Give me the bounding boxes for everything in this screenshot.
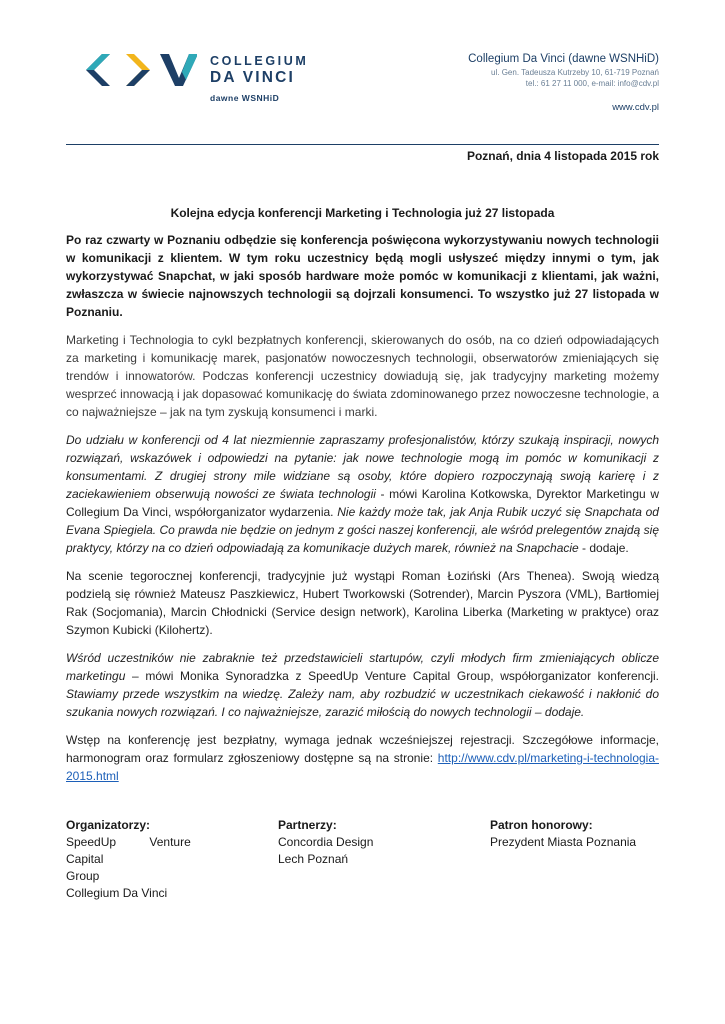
conference-link[interactable]: http://www.cdv.pl/marketing-i-technologia-2015.html xyxy=(66,751,659,783)
lead-paragraph: Po raz czwarty w Poznaniu odbędzie się konferencja poświęcona wykorzystywaniu nowych technologii w komunikacji z klientem. W tym roku uczestnicy będą mogli usłyszeć między innymi o tym, jak wykorzystywać Snapchat, w jaki sposób hardware może pomóc w komunikacji z klientami, jak ważni, zwłaszcza w świecie najnowszych technologii są dojrzali konsumenci. To wszystko już 27 listopada w Poznaniu. xyxy=(66,233,659,319)
page-title: Kolejna edycja konferencji Marketing i Technologia już 27 listopada xyxy=(170,206,555,220)
patron-heading: Patron honorowy: xyxy=(490,818,593,832)
org-address: ul. Gen. Tadeusza Kutrzeby 10, 61-719 Poznań xyxy=(491,68,659,77)
paragraph-1: Marketing i Technologia to cykl bezpłatnych konferencji, skierowanych do osób, na co dzień odpowiadających za marketing i komunikację marek, pasjonatów nowoczesnych technologii, obserwatorów zmieniających się trendów i innowatorów. Podczas konferencji uczestnicy dowiadują się, jak tradycyjny marketing możemy wesprzeć innowacją i jak dopasować komunikację do świata zdominowanego przez nowoczesne technologie, a co najważniejsze – jak na tym zyskują konsumenci i marki. xyxy=(66,333,659,419)
attribution-kotkowska: - mówi Karolina Kotkowska, Dyrektor Marketingu w Collegium Da Vinci, współorganizator wydarzenia. xyxy=(66,487,659,519)
quote-synoradzka: Wśród uczestników nie zabraknie też przedstawicieli startupów, czyli młodych firm zmieniających oblicze marketingu xyxy=(66,651,659,683)
partner-concordia: Concordia Design xyxy=(278,835,374,849)
patron-president: Prezydent Miasta Poznania xyxy=(490,835,637,849)
partners-heading: Partnerzy: xyxy=(278,818,337,832)
registration-text: Wstęp na konferencję jest bezpłatny, wymaga jednak wcześniejszej rejestracji. Szczegółowe informacje, harmonogram oraz formularz zgłoszeniowy dostępne są na stronie: xyxy=(66,733,659,765)
logo-line-dawne: dawne WSNHiD xyxy=(210,93,280,103)
paragraph-3: Na scenie tegorocznej konferencji, tradycyjnie już wystąpi Roman Łoziński (Ars Thenea). Swoją wiedzą podzielą się również Mateusz Paszkiewicz, Hubert Tworkowski (Sotrender), Marcin Pyszora (VML), Bartłomiej Rak (Socjomania), Marcin Chłodnicki (Service design network), Karolina Liberka (Marketing w praktyce) oraz Szymon Kubicki (Kilohertz). xyxy=(66,569,659,637)
attribution-dodaje: - dodaje. xyxy=(578,541,629,555)
org-contact: tel.: 61 27 11 000, e-mail: info@cdv.pl xyxy=(525,79,659,88)
organizers-column xyxy=(66,817,236,902)
date-line: Poznań, dnia 4 listopada 2015 rok xyxy=(466,149,659,163)
logo-line-collegium: COLLEGIUM xyxy=(210,54,309,68)
organizer-cdv: Collegium Da Vinci xyxy=(66,886,168,900)
organizer-speedup-cont: Group xyxy=(66,869,100,883)
org-name: Collegium Da Vinci (dawne WSNHiD) xyxy=(468,53,659,65)
press-release-body xyxy=(66,204,659,795)
patron-column xyxy=(490,817,660,851)
partners-column xyxy=(278,817,448,868)
organizer-speedup: SpeedUp Venture Capital xyxy=(66,835,191,866)
paragraph-2 xyxy=(66,431,659,557)
organizers-heading: Organizatorzy: xyxy=(66,818,151,832)
header-divider xyxy=(66,144,659,145)
cdv-logo xyxy=(82,50,322,106)
letterhead-contact xyxy=(468,52,659,114)
quote-synoradzka-2: Stawiamy przede wszystkim na wiedzę. Zależy nam, aby rozbudzić w uczestnikach ciekawość i nakłonić do szukania nowych rozwiązań. I co najważniejsze, zarazić miłością do nowych technologii – dodaje. xyxy=(66,687,659,719)
logo-line-da-vinci: DA VINCI xyxy=(210,69,296,86)
org-website-link[interactable]: www.cdv.pl xyxy=(612,102,659,113)
quote-kotkowska: Do udziału w konferencji od 4 lat niezmiennie zapraszamy profesjonalistów, którzy szukają inspiracji, nowych rozwiązań, wskazówek i odpowiedzi na pytanie: jak nowe technologie mogą im pomóc w komunikacji z konsumentami. Z drugiej strony mile widziane są osoby, które dopiero rozpoczynają swoją karierę i z zaciekawieniem obserwują nowości ze świata technologii xyxy=(66,433,659,501)
attribution-synoradzka: – mówi Monika Synoradzka z SpeedUp Venture Capital Group, współorganizator konferencji. xyxy=(125,669,659,683)
paragraph-5 xyxy=(66,731,659,785)
paragraph-4 xyxy=(66,649,659,721)
cdv-logo-mark-icon xyxy=(82,52,197,88)
partner-lech: Lech Poznań xyxy=(278,852,349,866)
quote-kotkowska-2: Nie każdy może tak, jak Anja Rubik uczyć się Snapchata od Evana Spiegiela. Co prawda nie będzie on jednym z gości naszej konferencji, ale wśród prelegentów znajdą się praktycy, którzy na co dzień odpowiadają za komunikacje dużych marek, również na Snapchacie xyxy=(66,505,659,555)
